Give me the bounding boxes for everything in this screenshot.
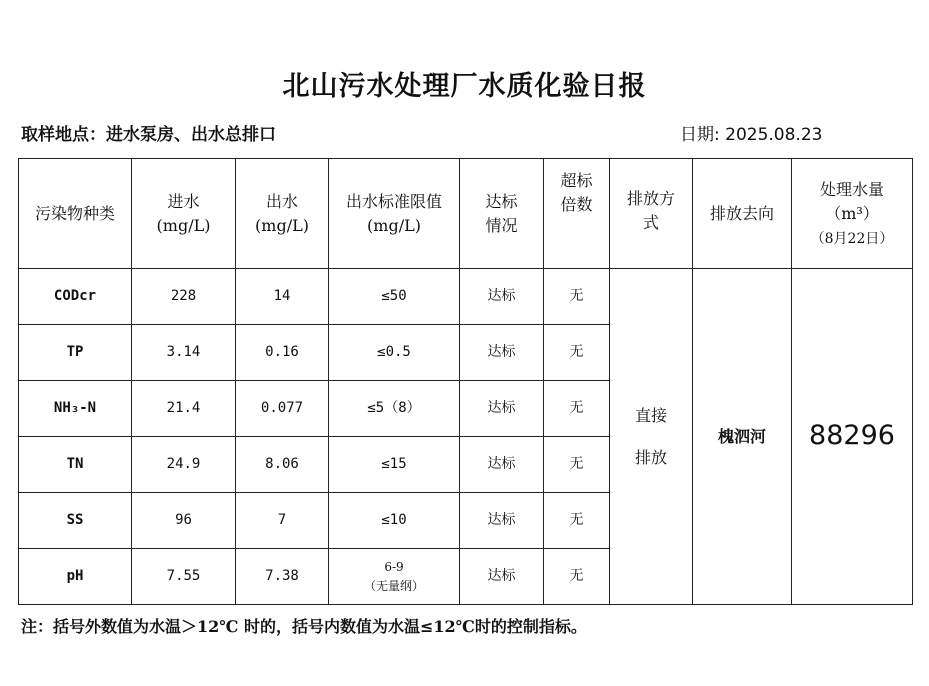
header-influent-label: 进水	[167, 191, 200, 211]
footnote: 注：括号外数值为水温＞12℃ 时的，括号内数值为水温≤12℃时的控制指标。	[21, 617, 587, 636]
page-title: 北山污水处理厂水质化验日报	[282, 71, 647, 102]
pollutant-name: TN	[19, 437, 132, 493]
limit-value: ≤10	[329, 493, 460, 549]
influent-value: 7.55	[132, 549, 236, 605]
exceed-value: 无	[544, 325, 610, 381]
header-discharge-dest: 排放去向	[693, 159, 792, 269]
header-method-line2: 式	[642, 213, 659, 232]
exceed-value: 无	[544, 381, 610, 437]
limit-range: 6-9	[384, 560, 404, 575]
discharge-method-line2: 排放	[634, 447, 667, 467]
influent-value: 228	[132, 269, 236, 325]
report-date: 日期: 2025.08.23	[680, 125, 823, 145]
table-row	[19, 269, 913, 325]
header-influent-unit: (mg/L)	[156, 215, 211, 235]
header-limit-unit: (mg/L)	[367, 215, 421, 235]
status-value: 达标	[460, 437, 544, 493]
pollutant-name: NH₃-N	[19, 381, 132, 437]
influent-value: 3.14	[132, 325, 236, 381]
header-limit-label: 出水标准限值	[345, 191, 442, 211]
status-value: 达标	[460, 325, 544, 381]
header-exceed-line1: 超标	[560, 171, 593, 190]
header-volume-line3: （8月22日）	[810, 230, 894, 247]
effluent-value: 7.38	[236, 549, 329, 605]
header-pollutant: 污染物种类	[19, 159, 132, 269]
header-influent	[132, 159, 236, 269]
discharge-method-line1: 直接	[634, 405, 667, 425]
limit-note: （无量纲）	[363, 578, 424, 593]
header-row	[19, 159, 913, 269]
pollutant-name: TP	[19, 325, 132, 381]
pollutant-name: pH	[19, 549, 132, 605]
header-status	[460, 159, 544, 269]
influent-value: 21.4	[132, 381, 236, 437]
influent-value: 24.9	[132, 437, 236, 493]
influent-value: 96	[132, 493, 236, 549]
limit-value	[329, 549, 460, 605]
effluent-value: 0.077	[236, 381, 329, 437]
header-limit	[329, 159, 460, 269]
exceed-value: 无	[544, 493, 610, 549]
limit-value: ≤5（8）	[329, 381, 460, 437]
status-value: 达标	[460, 493, 544, 549]
sampling-location: 取样地点：进水泵房、出水总排口	[21, 125, 276, 145]
status-value: 达标	[460, 269, 544, 325]
pollutant-name: SS	[19, 493, 132, 549]
discharge-method-cell	[610, 269, 693, 605]
header-status-line1: 达标	[485, 191, 518, 211]
status-value: 达标	[460, 549, 544, 605]
exceed-value: 无	[544, 437, 610, 493]
discharge-dest-cell: 槐泗河	[693, 269, 792, 605]
header-discharge-method	[610, 159, 693, 269]
header-method-line1: 排放方	[626, 189, 675, 208]
exceed-value: 无	[544, 549, 610, 605]
header-volume	[792, 159, 913, 269]
effluent-value: 14	[236, 269, 329, 325]
pollutant-name: CODcr	[19, 269, 132, 325]
header-exceed	[544, 159, 610, 269]
header-status-line2: 情况	[485, 215, 518, 235]
effluent-value: 7	[236, 493, 329, 549]
header-exceed-line2: 倍数	[560, 195, 593, 214]
exceed-value: 无	[544, 269, 610, 325]
limit-value: ≤15	[329, 437, 460, 493]
header-volume-line1: 处理水量	[819, 179, 884, 199]
header-volume-line2: （m³）	[825, 203, 879, 223]
limit-value: ≤0.5	[329, 325, 460, 381]
water-quality-table	[18, 158, 913, 605]
status-value: 达标	[460, 381, 544, 437]
effluent-value: 0.16	[236, 325, 329, 381]
header-effluent-label: 出水	[265, 191, 298, 211]
header-effluent	[236, 159, 329, 269]
treated-volume: 88296	[792, 269, 913, 605]
effluent-value: 8.06	[236, 437, 329, 493]
header-effluent-unit: (mg/L)	[255, 215, 309, 235]
limit-value: ≤50	[329, 269, 460, 325]
